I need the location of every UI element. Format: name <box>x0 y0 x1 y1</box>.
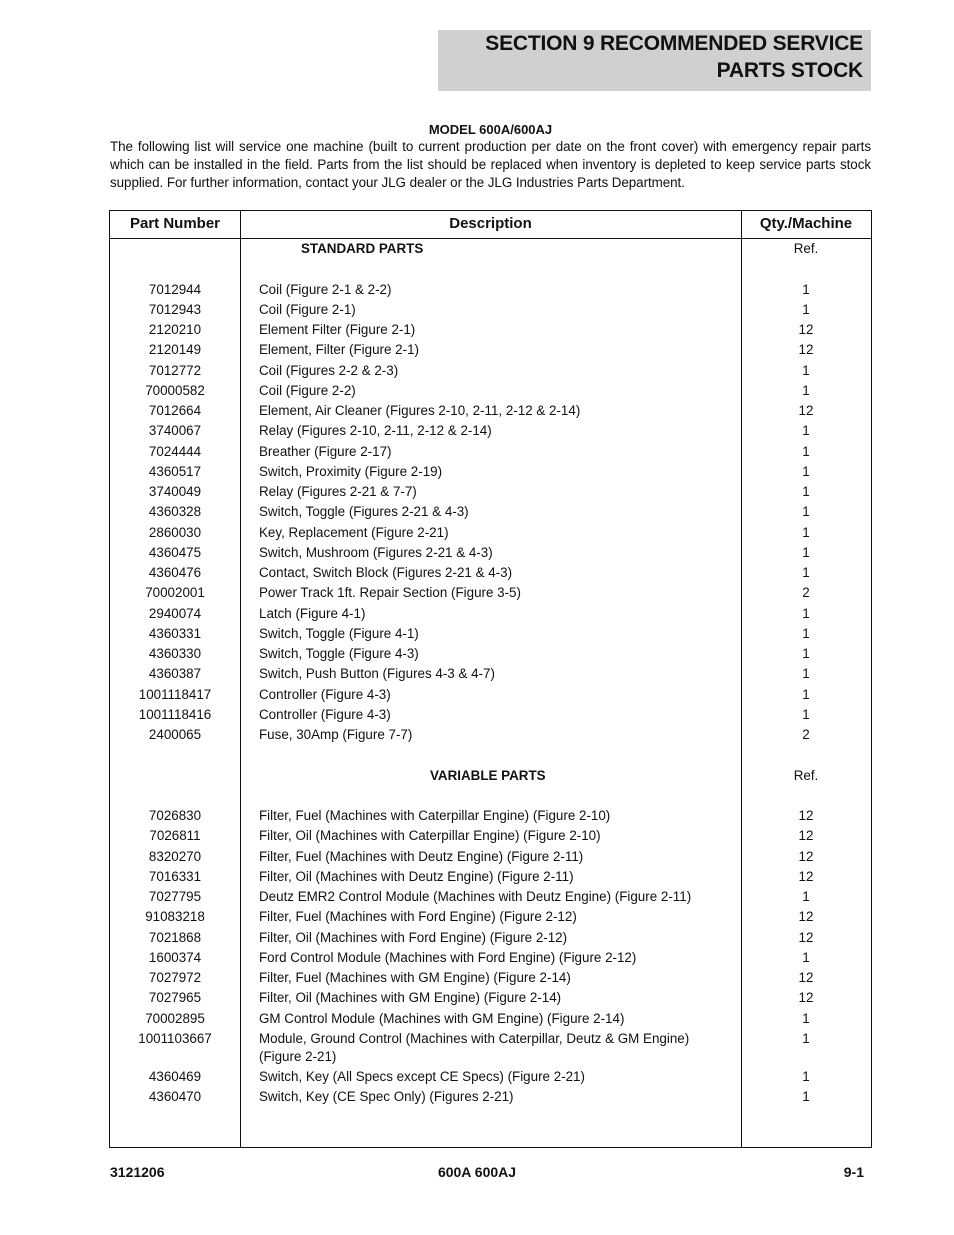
part-number: 7012664 <box>148 403 202 418</box>
part-qty: 1 <box>802 1068 810 1084</box>
part-number: 1001103667 <box>138 1030 212 1046</box>
part-qty: 12 <box>798 868 814 884</box>
part-qty: 12 <box>798 909 814 925</box>
section-label: STANDARD PARTS <box>301 241 424 256</box>
part-description: Controller (Figure 4-3) <box>259 686 391 702</box>
section-qty: Ref. <box>793 241 819 256</box>
part-description: Switch, Mushroom (Figures 2-21 & 4-3) <box>259 544 493 560</box>
part-number: 70000582 <box>145 382 205 398</box>
table-row <box>110 1067 871 1087</box>
table-body <box>110 239 871 1107</box>
part-number: 1001118416 <box>138 706 212 722</box>
table-row <box>110 462 871 482</box>
part-description: Power Track 1ft. Repair Section (Figure 3-5) <box>259 585 521 601</box>
part-description: Switch, Key (CE Spec Only) (Figures 2-21) <box>259 1089 514 1104</box>
table-row <box>110 887 871 907</box>
part-description: Coil (Figure 2-2) <box>259 382 356 398</box>
part-qty: 12 <box>798 808 814 823</box>
part-qty: 1 <box>802 605 810 621</box>
part-qty: 1 <box>802 301 810 317</box>
part-number: 4360387 <box>148 666 202 682</box>
part-number: 7012772 <box>148 362 202 378</box>
part-qty: 1 <box>802 949 810 965</box>
part-number: 2940074 <box>148 605 202 621</box>
part-number: 4360331 <box>148 625 202 641</box>
column-header-description: Description <box>449 215 532 232</box>
part-number: 7012944 <box>148 281 202 297</box>
parts-table <box>109 210 872 1148</box>
part-number: 7012943 <box>148 301 202 317</box>
table-row <box>110 280 871 300</box>
part-description: Filter, Fuel (Machines with Ford Engine) (Figure 2-12) <box>259 909 577 925</box>
part-description: GM Control Module (Machines with GM Engine) (Figure 2-14) <box>259 1010 625 1026</box>
column-header-qty: Qty./Machine <box>759 215 853 232</box>
row-spacer <box>110 259 871 279</box>
part-number: 7027965 <box>148 990 202 1006</box>
part-description: Filter, Fuel (Machines with GM Engine) (Figure 2-14) <box>259 970 571 985</box>
table-row <box>110 705 871 725</box>
part-number: 4360517 <box>148 463 202 479</box>
part-number: 7027795 <box>148 889 202 904</box>
part-number: 2120149 <box>148 342 202 358</box>
part-number: 2120210 <box>148 322 202 337</box>
table-row <box>110 867 871 887</box>
table-row <box>110 664 871 684</box>
column-header-part-number: Part Number <box>129 215 221 232</box>
part-qty: 1 <box>802 382 810 398</box>
part-description: Filter, Oil (Machines with GM Engine) (Figure 2-14) <box>259 990 562 1006</box>
row-spacer <box>110 745 871 765</box>
part-description: Coil (Figure 2-1 & 2-2) <box>259 281 392 297</box>
part-description: Fuse, 30Amp (Figure 7-7) <box>259 727 413 742</box>
part-description: Deutz EMR2 Control Module (Machines with Deutz Engine) (Figure 2-11) <box>259 889 692 904</box>
table-row <box>110 421 871 441</box>
part-description: Switch, Proximity (Figure 2-19) <box>259 463 443 479</box>
table-row <box>110 685 871 705</box>
row-spacer <box>110 786 871 806</box>
table-row <box>110 1009 871 1029</box>
table-row <box>110 543 871 563</box>
table-row <box>110 847 871 867</box>
part-qty: 1 <box>802 281 810 297</box>
part-description: Coil (Figure 2-1) <box>259 301 356 317</box>
table-row <box>110 442 871 462</box>
section-title-line-2: PARTS STOCK <box>716 59 863 82</box>
part-qty: 1 <box>802 706 810 722</box>
part-qty: 1 <box>802 544 810 560</box>
table-row <box>110 928 871 948</box>
part-number: 4360330 <box>148 646 202 661</box>
part-number: 70002001 <box>145 585 205 601</box>
part-number: 7021868 <box>148 929 202 945</box>
part-description: Latch (Figure 4-1) <box>259 605 366 621</box>
part-number: 1600374 <box>148 949 202 965</box>
part-number: 2400065 <box>148 727 202 742</box>
part-qty: 1 <box>802 443 810 459</box>
section-title-line-1: SECTION 9 RECOMMENDED SERVICE <box>485 32 863 55</box>
part-description: Relay (Figures 2-10, 2-11, 2-12 & 2-14) <box>259 423 492 439</box>
intro-paragraph: The following list will service one machine (built to current production per date on the front cover) with emergency repair parts which can be installed in the field. Parts from the list should be replaced when inventory is depleted to keep service parts stock supplied. For further information, contact your JLG dealer or the JLG Industries Parts Department. <box>110 139 871 190</box>
table-row <box>110 482 871 502</box>
part-qty: 12 <box>798 990 814 1006</box>
part-description: Element Filter (Figure 2-1) <box>259 322 416 337</box>
part-description: Filter, Fuel (Machines with Caterpillar Engine) (Figure 2-10) <box>259 808 611 823</box>
part-qty: 12 <box>798 828 814 844</box>
table-row <box>110 725 871 745</box>
part-description: Element, Filter (Figure 2-1) <box>259 342 419 358</box>
part-description: Switch, Toggle (Figure 4-3) <box>259 646 419 661</box>
part-number: 3740049 <box>148 484 202 499</box>
table-row <box>110 1029 871 1067</box>
part-description: Breather (Figure 2-17) <box>259 443 392 459</box>
part-number: 2860030 <box>148 524 202 540</box>
part-description: Ford Control Module (Machines with Ford Engine) (Figure 2-12) <box>259 949 637 965</box>
table-row <box>110 988 871 1008</box>
section-qty: Ref. <box>793 767 819 783</box>
part-description: Switch, Key (All Specs except CE Specs) (Figure 2-21) <box>259 1068 585 1084</box>
section-header <box>438 30 871 91</box>
footer-doc-number: 3121206 <box>110 1164 165 1180</box>
part-number: 8320270 <box>148 848 202 864</box>
part-qty: 1 <box>802 565 810 580</box>
part-qty: 1 <box>802 423 810 439</box>
part-qty: 1 <box>802 666 810 682</box>
table-row <box>110 300 871 320</box>
model-title: MODEL 600A/600AJ <box>428 122 553 137</box>
part-qty: 1 <box>802 1010 810 1026</box>
part-qty: 1 <box>802 362 810 378</box>
table-row <box>110 826 871 846</box>
part-qty: 12 <box>798 929 814 945</box>
part-qty: 12 <box>798 403 814 418</box>
part-description: Relay (Figures 2-21 & 7-7) <box>259 484 417 499</box>
table-row <box>110 361 871 381</box>
part-qty: 1 <box>802 484 810 499</box>
part-number: 91083218 <box>145 909 205 925</box>
table-row <box>110 624 871 644</box>
part-description: Switch, Toggle (Figure 4-1) <box>259 625 419 641</box>
part-number: 4360476 <box>148 565 202 580</box>
part-qty: 1 <box>802 524 810 540</box>
table-row <box>110 583 871 603</box>
table-row <box>110 401 871 421</box>
part-number: 70002895 <box>145 1010 205 1026</box>
part-description: Key, Replacement (Figure 2-21) <box>259 524 449 540</box>
table-row <box>110 907 871 927</box>
part-qty: 1 <box>802 1030 810 1046</box>
part-description: Switch, Toggle (Figures 2-21 & 4-3) <box>259 504 469 520</box>
table-row <box>110 320 871 340</box>
part-qty: 1 <box>802 504 810 520</box>
part-description: Filter, Oil (Machines with Caterpillar Engine) (Figure 2-10) <box>259 828 601 844</box>
part-description: Filter, Fuel (Machines with Deutz Engine) (Figure 2-11) <box>259 848 584 864</box>
part-qty: 1 <box>802 625 810 641</box>
part-description: Filter, Oil (Machines with Deutz Engine) (Figure 2-11) <box>259 868 574 884</box>
table-row <box>110 502 871 522</box>
part-qty: 1 <box>802 1089 810 1104</box>
footer-model: 600A 600AJ <box>437 1164 517 1180</box>
table-row <box>110 948 871 968</box>
part-number: 4360328 <box>148 504 202 520</box>
part-qty: 12 <box>798 970 814 985</box>
table-row <box>110 340 871 360</box>
part-qty: 2 <box>802 585 810 601</box>
table-row <box>110 381 871 401</box>
part-description: Element, Air Cleaner (Figures 2-10, 2-11, 2-12 & 2-14) <box>259 403 581 418</box>
part-description: Switch, Push Button (Figures 4-3 & 4-7) <box>259 666 495 682</box>
part-number: 4360469 <box>148 1068 202 1084</box>
part-description: Contact, Switch Block (Figures 2-21 & 4-3) <box>259 565 513 580</box>
table-row <box>110 604 871 624</box>
table-row <box>110 523 871 543</box>
part-qty: 1 <box>802 646 810 661</box>
part-description: Coil (Figures 2-2 & 2-3) <box>259 362 399 378</box>
part-number: 7027972 <box>148 970 202 985</box>
section-heading-row <box>110 239 871 259</box>
part-description: Module, Ground Control (Machines with Caterpillar, Deutz & GM Engine) (Figure 2-21) <box>259 1030 690 1064</box>
part-number: 7026830 <box>148 808 202 823</box>
part-number: 3740067 <box>148 423 202 439</box>
part-qty: 1 <box>802 463 810 479</box>
part-qty: 12 <box>798 322 814 337</box>
part-qty: 1 <box>802 889 810 904</box>
part-qty: 1 <box>802 686 810 702</box>
table-row <box>110 806 871 826</box>
part-number: 4360470 <box>148 1089 202 1104</box>
section-heading-row <box>110 766 871 786</box>
part-qty: 2 <box>802 727 810 742</box>
part-description: Filter, Oil (Machines with Ford Engine) (Figure 2-12) <box>259 929 568 945</box>
part-description: Controller (Figure 4-3) <box>259 706 391 722</box>
part-number: 7026811 <box>149 828 201 844</box>
part-qty: 12 <box>798 342 814 358</box>
table-row <box>110 1087 871 1107</box>
footer-page-number: 9-1 <box>843 1164 864 1180</box>
part-number: 7016331 <box>148 868 202 884</box>
table-row <box>110 644 871 664</box>
table-row <box>110 563 871 583</box>
part-qty: 12 <box>798 848 814 864</box>
table-row <box>110 968 871 988</box>
part-number: 7024444 <box>148 443 202 459</box>
part-number: 4360475 <box>148 544 202 560</box>
part-number: 1001118417 <box>138 686 212 702</box>
section-label: VARIABLE PARTS <box>430 767 546 783</box>
